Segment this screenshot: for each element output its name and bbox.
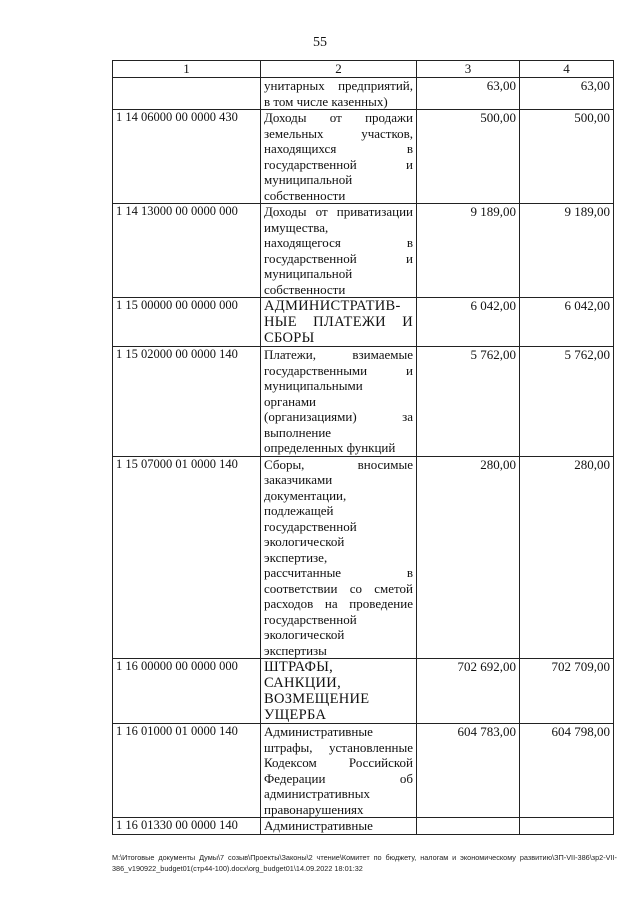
amount-cell-col-4: 702 709,00 <box>520 659 614 724</box>
header-col-1: 1 <box>113 61 261 78</box>
income-name-line: Сборы, вносимые <box>264 456 413 472</box>
income-name-cell <box>261 298 417 347</box>
file-path-footer: M:\Итоговые документы Думы\7 созыв\Проекты\Законы\2 чтение\Комитет по бюджету, налогам и экономическому развитию\ЗП-VII-386\зр2-VII-386_v190922_budget01(стр44-100).docx\org_budget01\14.09.2022 18:01:32 <box>112 853 617 873</box>
income-name-line: НЫЕ ПЛАТЕЖИ И <box>264 314 413 330</box>
income-name-line: расходов на проведение <box>264 596 413 611</box>
amount-cell-col-3: 280,00 <box>417 456 520 659</box>
budget-code-cell: 1 15 00000 00 0000 000 <box>113 298 261 347</box>
income-name-line: экспертизе, <box>264 549 328 565</box>
page-number: 55 <box>313 35 327 50</box>
amount-cell-col-3: 500,00 <box>417 110 520 204</box>
amount-cell-col-4: 5 762,00 <box>520 347 614 457</box>
income-name-line: экологической <box>264 627 345 642</box>
income-name-line: экологической <box>264 534 345 549</box>
table-row <box>113 298 614 347</box>
amount-cell-col-3 <box>417 818 520 835</box>
income-name-line: государственной и <box>264 156 413 172</box>
budget-code-cell: 1 15 02000 00 0000 140 <box>113 347 261 457</box>
amount-cell-col-3: 5 762,00 <box>417 347 520 457</box>
income-name-cell <box>261 659 417 724</box>
table-header-row <box>113 61 614 78</box>
budget-code-cell: 1 16 01000 01 0000 140 <box>113 724 261 818</box>
income-name-cell <box>261 110 417 204</box>
income-name-line: соответствии со сметой <box>264 580 413 596</box>
income-name-cell <box>261 347 417 457</box>
income-name-line: подлежащей <box>264 503 334 518</box>
amount-cell-col-3: 702 692,00 <box>417 659 520 724</box>
income-name-line: экспертизы <box>264 642 327 658</box>
income-name-line: правонарушениях <box>264 801 364 817</box>
income-name-line: заказчиками <box>264 472 333 487</box>
income-name-line: АДМИНИСТРАТИВ- <box>264 298 401 314</box>
amount-cell-col-4: 500,00 <box>520 110 614 204</box>
budget-code-cell <box>113 78 261 110</box>
income-name-line: государственной <box>264 518 357 534</box>
budget-code-cell: 1 15 07000 01 0000 140 <box>113 456 261 659</box>
income-name-line: ВОЗМЕЩЕНИЕ <box>264 691 370 707</box>
amount-cell-col-4: 604 798,00 <box>520 724 614 818</box>
amount-cell-col-4: 6 042,00 <box>520 298 614 347</box>
income-name-line: Доходы от приватизации <box>264 204 413 219</box>
amount-cell-col-3: 6 042,00 <box>417 298 520 347</box>
income-name-cell <box>261 818 417 835</box>
income-name-line: ШТРАФЫ, САНКЦИИ, <box>264 659 342 691</box>
income-name-line: УЩЕРБА <box>264 707 327 723</box>
income-name-line: государственной и <box>264 250 413 266</box>
income-name-line: Федерации об <box>264 770 413 786</box>
income-name-line: муниципальной <box>264 172 353 187</box>
budget-code-cell: 1 14 13000 00 0000 000 <box>113 204 261 298</box>
income-name-line: в том числе казенных) <box>264 93 388 109</box>
table-row <box>113 347 614 457</box>
table-row <box>113 724 614 818</box>
income-name-line: находящихся в <box>264 141 413 156</box>
income-name-line: выполнение <box>264 424 332 440</box>
income-name-line: Кодексом Российской <box>264 755 413 770</box>
income-name-line: рассчитанные в <box>264 565 413 580</box>
income-name-line: имущества, <box>264 219 329 235</box>
amount-cell-col-3: 604 783,00 <box>417 724 520 818</box>
income-name-line: штрафы, установленные <box>264 739 413 755</box>
amount-cell-col-4: 9 189,00 <box>520 204 614 298</box>
table-row <box>113 456 614 659</box>
table-row <box>113 659 614 724</box>
income-name-line: собственности <box>264 281 346 297</box>
income-name-line: органами <box>264 393 317 409</box>
income-name-line: Платежи, взимаемые <box>264 347 413 362</box>
income-name-line: Доходы от продажи <box>264 110 413 125</box>
income-name-line: муниципальными <box>264 378 363 393</box>
amount-cell-col-3: 9 189,00 <box>417 204 520 298</box>
amount-cell-col-4: 63,00 <box>520 78 614 110</box>
amount-cell-col-4: 280,00 <box>520 456 614 659</box>
income-name-line: административных <box>264 786 370 801</box>
budget-code-cell: 1 14 06000 00 0000 430 <box>113 110 261 204</box>
income-name-cell <box>261 204 417 298</box>
table-row <box>113 204 614 298</box>
income-name-line: собственности <box>264 187 346 203</box>
header-col-4: 4 <box>520 61 614 78</box>
income-name-line: Административные <box>264 724 373 739</box>
header-col-2: 2 <box>261 61 417 78</box>
income-name-line: государственными и <box>264 362 413 378</box>
table-row <box>113 110 614 204</box>
amount-cell-col-4 <box>520 818 614 835</box>
income-name-line: находящегося в <box>264 235 413 250</box>
income-name-cell <box>261 724 417 818</box>
income-name-line: СБОРЫ <box>264 330 315 346</box>
income-name-line: определенных функций <box>264 440 396 455</box>
income-name-line: Административные <box>264 818 373 833</box>
table-row <box>113 78 614 110</box>
budget-table <box>112 60 614 835</box>
income-name-cell <box>261 456 417 659</box>
header-col-3: 3 <box>417 61 520 78</box>
income-name-line: унитарных предприятий, <box>264 78 413 93</box>
amount-cell-col-3: 63,00 <box>417 78 520 110</box>
budget-code-cell: 1 16 00000 00 0000 000 <box>113 659 261 724</box>
income-name-line: документации, <box>264 487 347 503</box>
income-name-line: государственной <box>264 611 357 627</box>
table-body <box>113 78 614 835</box>
budget-code-cell: 1 16 01330 00 0000 140 <box>113 818 261 835</box>
income-name-line: муниципальной <box>264 266 353 281</box>
table-row <box>113 818 614 835</box>
income-name-line: земельных участков, <box>264 125 413 141</box>
income-name-cell <box>261 78 417 110</box>
income-name-line: (организациями) за <box>264 409 413 424</box>
